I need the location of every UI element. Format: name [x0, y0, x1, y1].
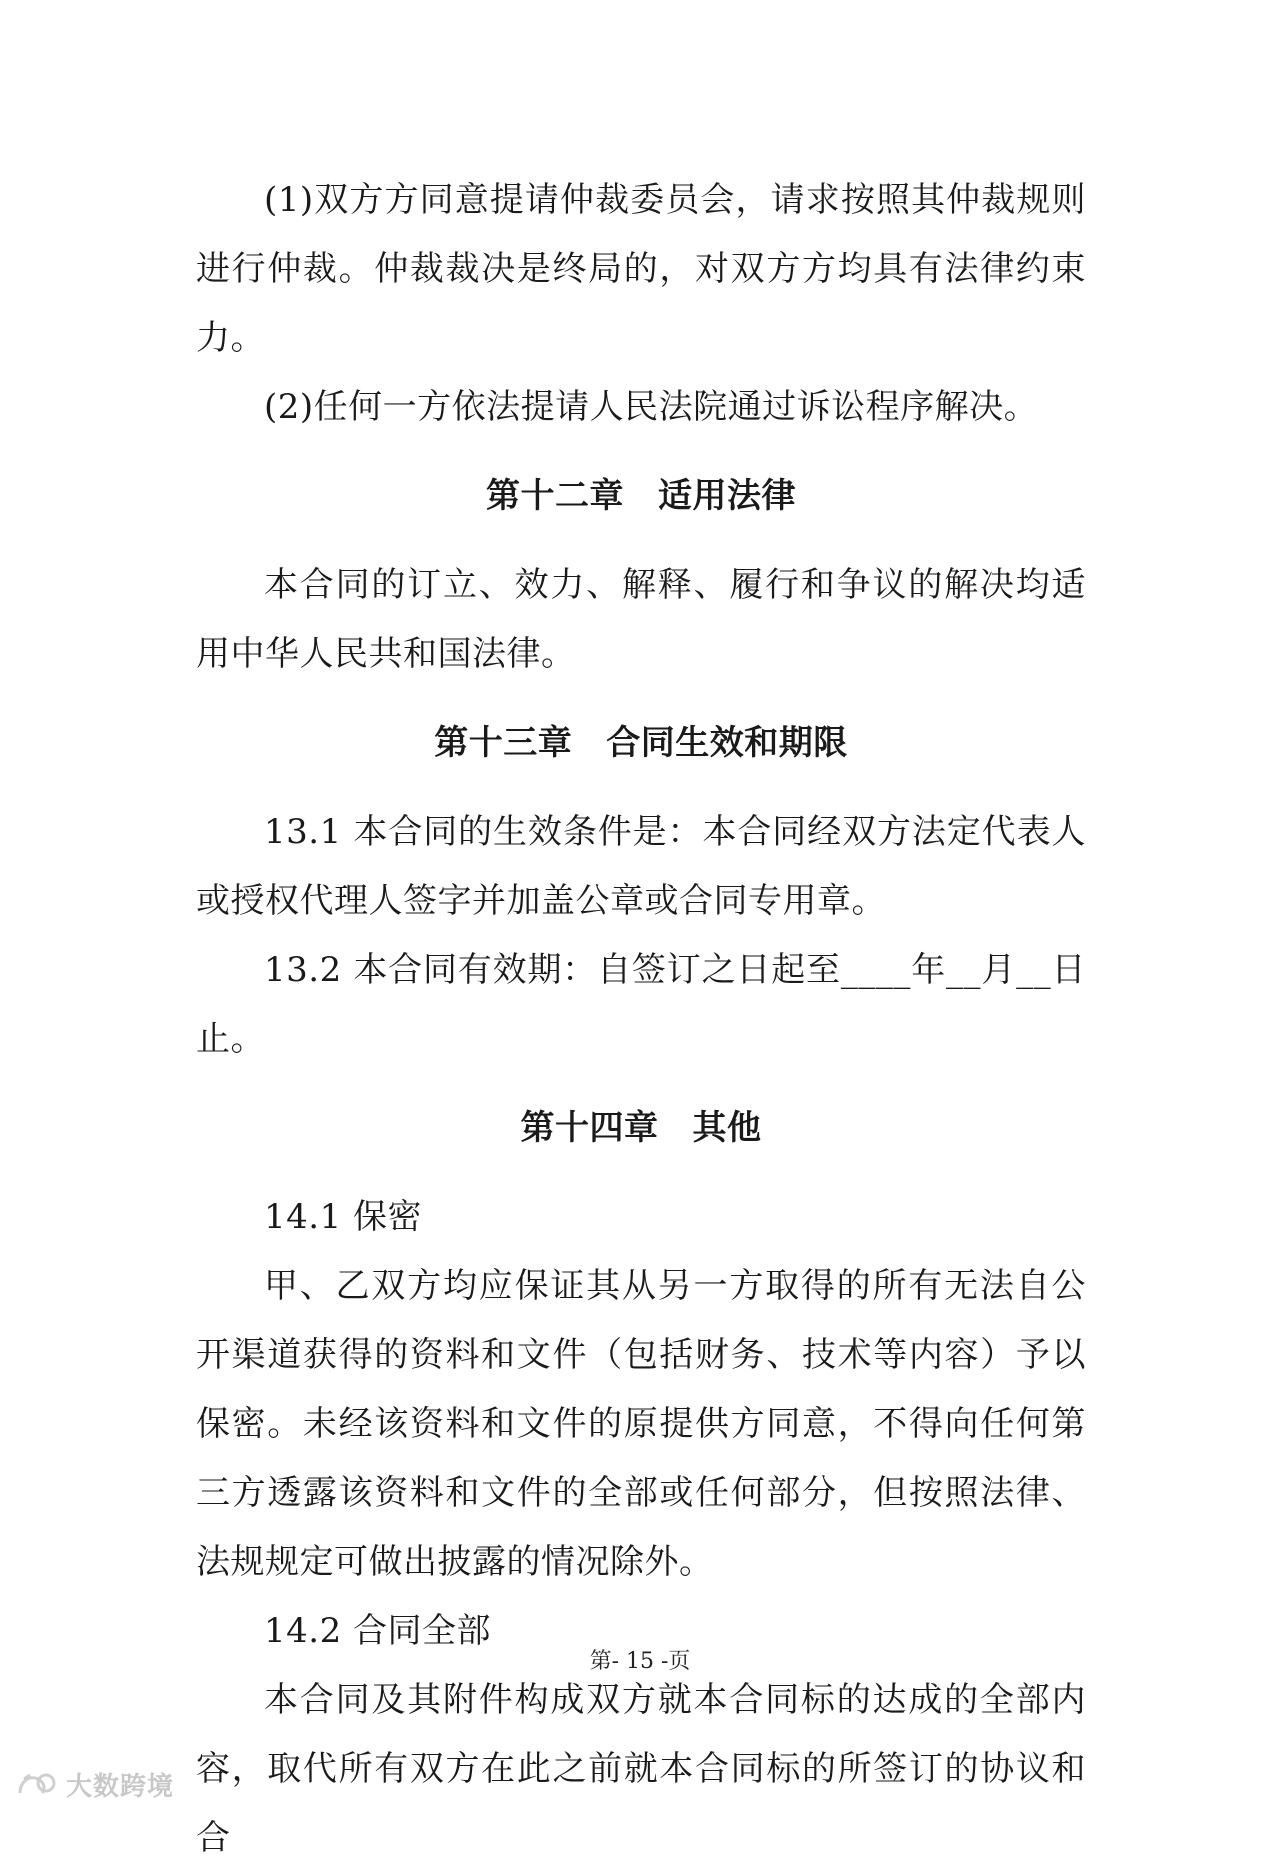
clause-14-1-title: 14.1 保密: [264, 1197, 423, 1237]
chapter-12-title: 适用法律: [658, 476, 796, 516]
document-body: [196, 166, 1086, 1873]
clause-14-2-body: 本合同及其附件构成双方就本合同标的达成的全部内容，取代所有双方在此之前就本合同标的所签订的协议和合: [196, 1680, 1086, 1858]
watermark-logo-icon: [16, 1771, 60, 1799]
chapter-13-number: 第十三章: [434, 723, 573, 763]
chapter-12-body: 本合同的订立、效力、解释、履行和争议的解决均适用中华人民共和国法律。: [196, 565, 1086, 674]
watermark: [16, 1766, 174, 1803]
clause-14-2-title: 14.2 合同全部: [264, 1611, 492, 1651]
arbitration-option-2: (2)任何一方依法提请人民法院通过诉讼程序解决。: [264, 387, 1039, 427]
chapter-14-number: 第十四章: [520, 1108, 659, 1148]
clause-13-2: 13.2 本合同有效期：自签订之日起至____年__月__日止。: [196, 950, 1086, 1059]
watermark-text: 大数跨境: [66, 1772, 175, 1802]
page-number: 第- 15 -页: [589, 1649, 691, 1674]
arbitration-option-1: (1)双方方同意提请仲裁委员会，请求按照其仲裁规则进行仲裁。仲裁裁决是终局的，对双方方均具有法律约束力。: [196, 180, 1086, 358]
chapter-12-number: 第十二章: [486, 476, 624, 516]
clause-13-1: 13.1 本合同的生效条件是：本合同经双方法定代表人或授权代理人签字并加盖公章或合同专用章。: [196, 812, 1086, 921]
chapter-12-heading: [196, 462, 1086, 531]
chapter-14-heading: [196, 1094, 1086, 1163]
chapter-13-title: 合同生效和期限: [606, 723, 848, 763]
clause-14-1-body: 甲、乙双方均应保证其从另一方取得的所有无法自公开渠道获得的资料和文件（包括财务、技术等内容）予以保密。未经该资料和文件的原提供方同意，不得向任何第三方透露该资料和文件的全部或任何部分，但按照法律、法规规定可做出披露的情况除外。: [196, 1266, 1086, 1582]
chapter-14-title: 其他: [692, 1108, 762, 1148]
chapter-13-heading: [196, 709, 1086, 778]
